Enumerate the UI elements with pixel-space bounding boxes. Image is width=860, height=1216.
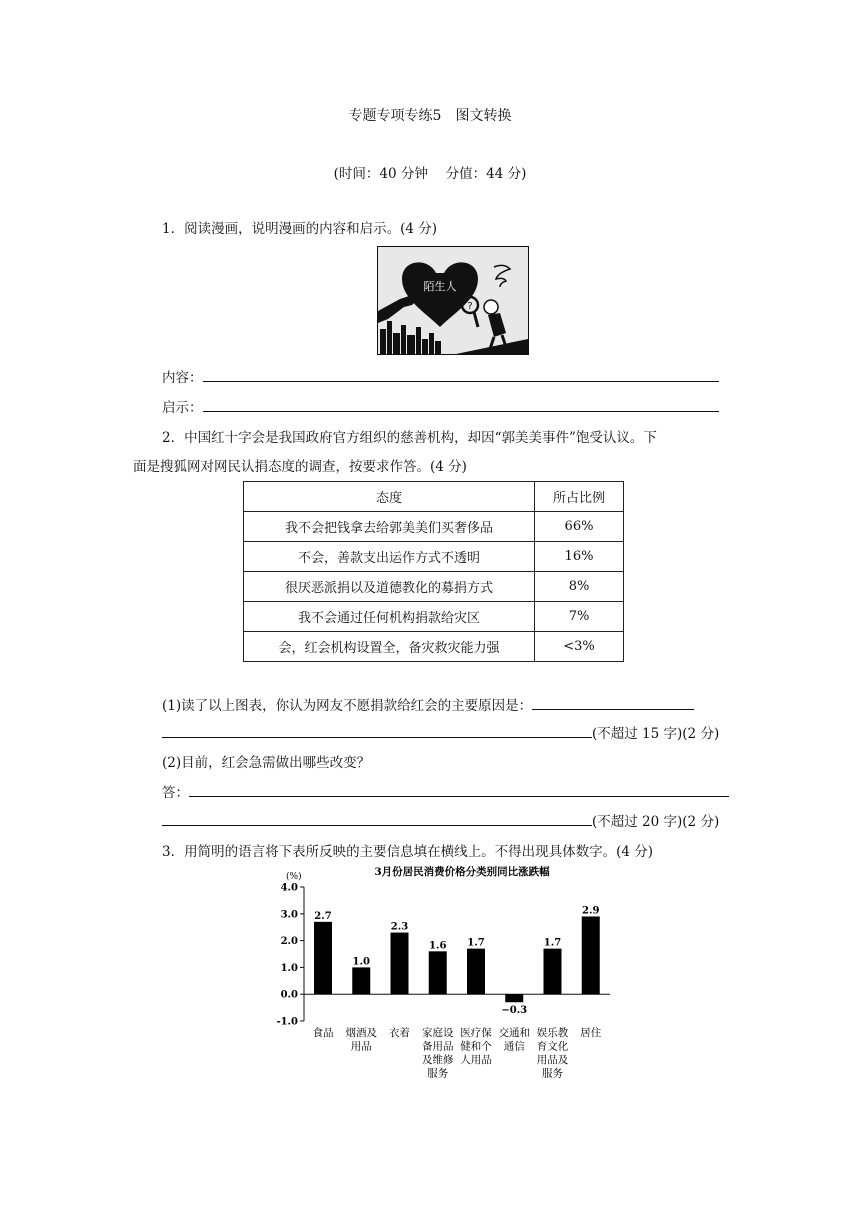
bar-value-label: 2.3: [390, 921, 409, 933]
category-label: 服务: [542, 1067, 563, 1080]
cartoon-image: [377, 246, 529, 355]
survey-table: [243, 481, 624, 662]
cartoon-drawing: [378, 247, 528, 354]
svg-text:?: ?: [467, 301, 473, 312]
bar-value-label: 1.6: [429, 940, 447, 952]
sub-question-2-answer-line[interactable]: [189, 796, 729, 797]
header-proportion: 所占比例: [535, 482, 624, 512]
proportion-cell: <3%: [535, 632, 624, 662]
sub-question-2-answer-line-2[interactable]: [162, 825, 592, 826]
sub-question-1-prompt: (1)读了以上图表，你认为网友不愿捐款给红会的主要原因是：: [162, 698, 533, 714]
time-score-info: (时间：40 分钟 分值：44 分): [333, 166, 527, 182]
attitude-cell: 我不会把钱拿去给郭美美们买奢侈品: [244, 512, 535, 542]
sub-question-1-answer-line-2[interactable]: [162, 737, 592, 738]
sub-question-1-answer-line[interactable]: [532, 709, 694, 710]
category-label: 衣着: [389, 1027, 410, 1039]
sub-question-1-continuation: [162, 722, 719, 742]
bar: [391, 933, 409, 995]
bar-value-label: 1.7: [543, 937, 562, 949]
insight-answer-line[interactable]: [203, 411, 719, 412]
proportion-cell: 7%: [535, 602, 624, 632]
cpi-bar-chart: [270, 863, 620, 1083]
bar: [429, 951, 447, 994]
category-label: 人用品: [460, 1054, 492, 1066]
table-row: [244, 512, 624, 542]
category-label: 娱乐教: [536, 1027, 569, 1039]
sub-question-2-prompt: (2)目前，红会急需做出哪些改变？: [162, 755, 371, 771]
insight-answer-row: [162, 396, 719, 416]
page-title: 专题专项专练5 图文转换: [348, 108, 512, 124]
category-label: 用品及: [536, 1054, 569, 1066]
bar-value-label: −0.3: [501, 1005, 528, 1017]
bar-value-label: 2.7: [314, 910, 332, 922]
category-label: 备用品: [422, 1040, 454, 1053]
category-label: 烟酒及: [345, 1027, 377, 1039]
category-label: 通信: [503, 1040, 525, 1053]
bar-value-label: 1.7: [467, 937, 485, 949]
table-row: [244, 632, 624, 662]
y-tick-label: 1.0: [280, 962, 298, 974]
question-1-prompt: 1．阅读漫画，说明漫画的内容和启示。(4 分): [162, 221, 438, 237]
table-header-row: [244, 482, 624, 512]
bar: [505, 994, 523, 1002]
attitude-cell: 很厌恶派捐以及道德教化的募捐方式: [244, 572, 535, 602]
category-label: 家庭设: [422, 1027, 454, 1039]
proportion-cell: 66%: [535, 512, 624, 542]
category-label: 服务: [427, 1067, 449, 1080]
chart-svg: [270, 863, 620, 1083]
question-2-prompt-line2: 面是搜狐网对网民认捐态度的调查，按要求作答。(4 分): [133, 459, 467, 475]
answer-label: 答：: [162, 785, 189, 801]
header-attitude: 态度: [244, 482, 535, 512]
bar: [314, 922, 332, 994]
table-row: [244, 542, 624, 572]
question-3-prompt: 3．用简明的语言将下表所反映的主要信息填在横线上。不得出现具体数字。(4 分): [162, 844, 654, 860]
sub-question-2-row: [162, 781, 729, 801]
table-row: [244, 572, 624, 602]
category-label: 及维修: [422, 1054, 454, 1066]
cartoon-label: 陌生人: [423, 280, 457, 293]
chart-title: 3月份居民消费价格分类别同比涨跌幅: [374, 866, 550, 878]
y-axis-unit: (%): [286, 872, 302, 882]
y-tick-label: -1.0: [276, 1016, 298, 1028]
sub-question-1-row: [162, 694, 694, 714]
sub-question-2-continuation: [162, 810, 719, 830]
y-tick-label: 0.0: [280, 989, 298, 1001]
table-row: [244, 602, 624, 632]
insight-label: 启示：: [162, 400, 203, 416]
category-label: 交通和: [498, 1027, 530, 1039]
attitude-cell: 我不会通过任何机构捐款给灾区: [244, 602, 535, 632]
bar: [352, 967, 370, 994]
bar-value-label: 2.9: [582, 905, 600, 917]
content-label: 内容：: [162, 370, 203, 386]
category-label: 食品: [312, 1027, 334, 1039]
category-label: 居住: [580, 1027, 602, 1039]
sub-question-1-limit: (不超过 15 字)(2 分): [592, 726, 720, 742]
question-2-prompt-line1: 2．中国红十字会是我国政府官方组织的慈善机构，却因“郭美美事件”饱受认议。下: [162, 430, 657, 446]
content-answer-line[interactable]: [203, 381, 719, 382]
bar: [544, 949, 562, 995]
category-label: 医疗保: [460, 1027, 492, 1039]
category-label: 育文化: [536, 1040, 569, 1053]
attitude-cell: 会，红会机构设置全，备灾救灾能力强: [244, 632, 535, 662]
bar: [582, 916, 600, 994]
y-tick-label: 4.0: [280, 882, 298, 894]
y-tick-label: 2.0: [280, 936, 298, 948]
attitude-cell: 不会，善款支出运作方式不透明: [244, 542, 535, 572]
proportion-cell: 8%: [535, 572, 624, 602]
category-label: 用品: [350, 1040, 372, 1053]
bar: [467, 949, 485, 995]
category-label: 健和个: [460, 1040, 492, 1053]
sub-question-2-limit: (不超过 20 字)(2 分): [592, 814, 720, 830]
content-answer-row: [162, 366, 719, 386]
proportion-cell: 16%: [535, 542, 624, 572]
y-tick-label: 3.0: [280, 909, 298, 921]
bar-value-label: 1.0: [352, 956, 370, 968]
